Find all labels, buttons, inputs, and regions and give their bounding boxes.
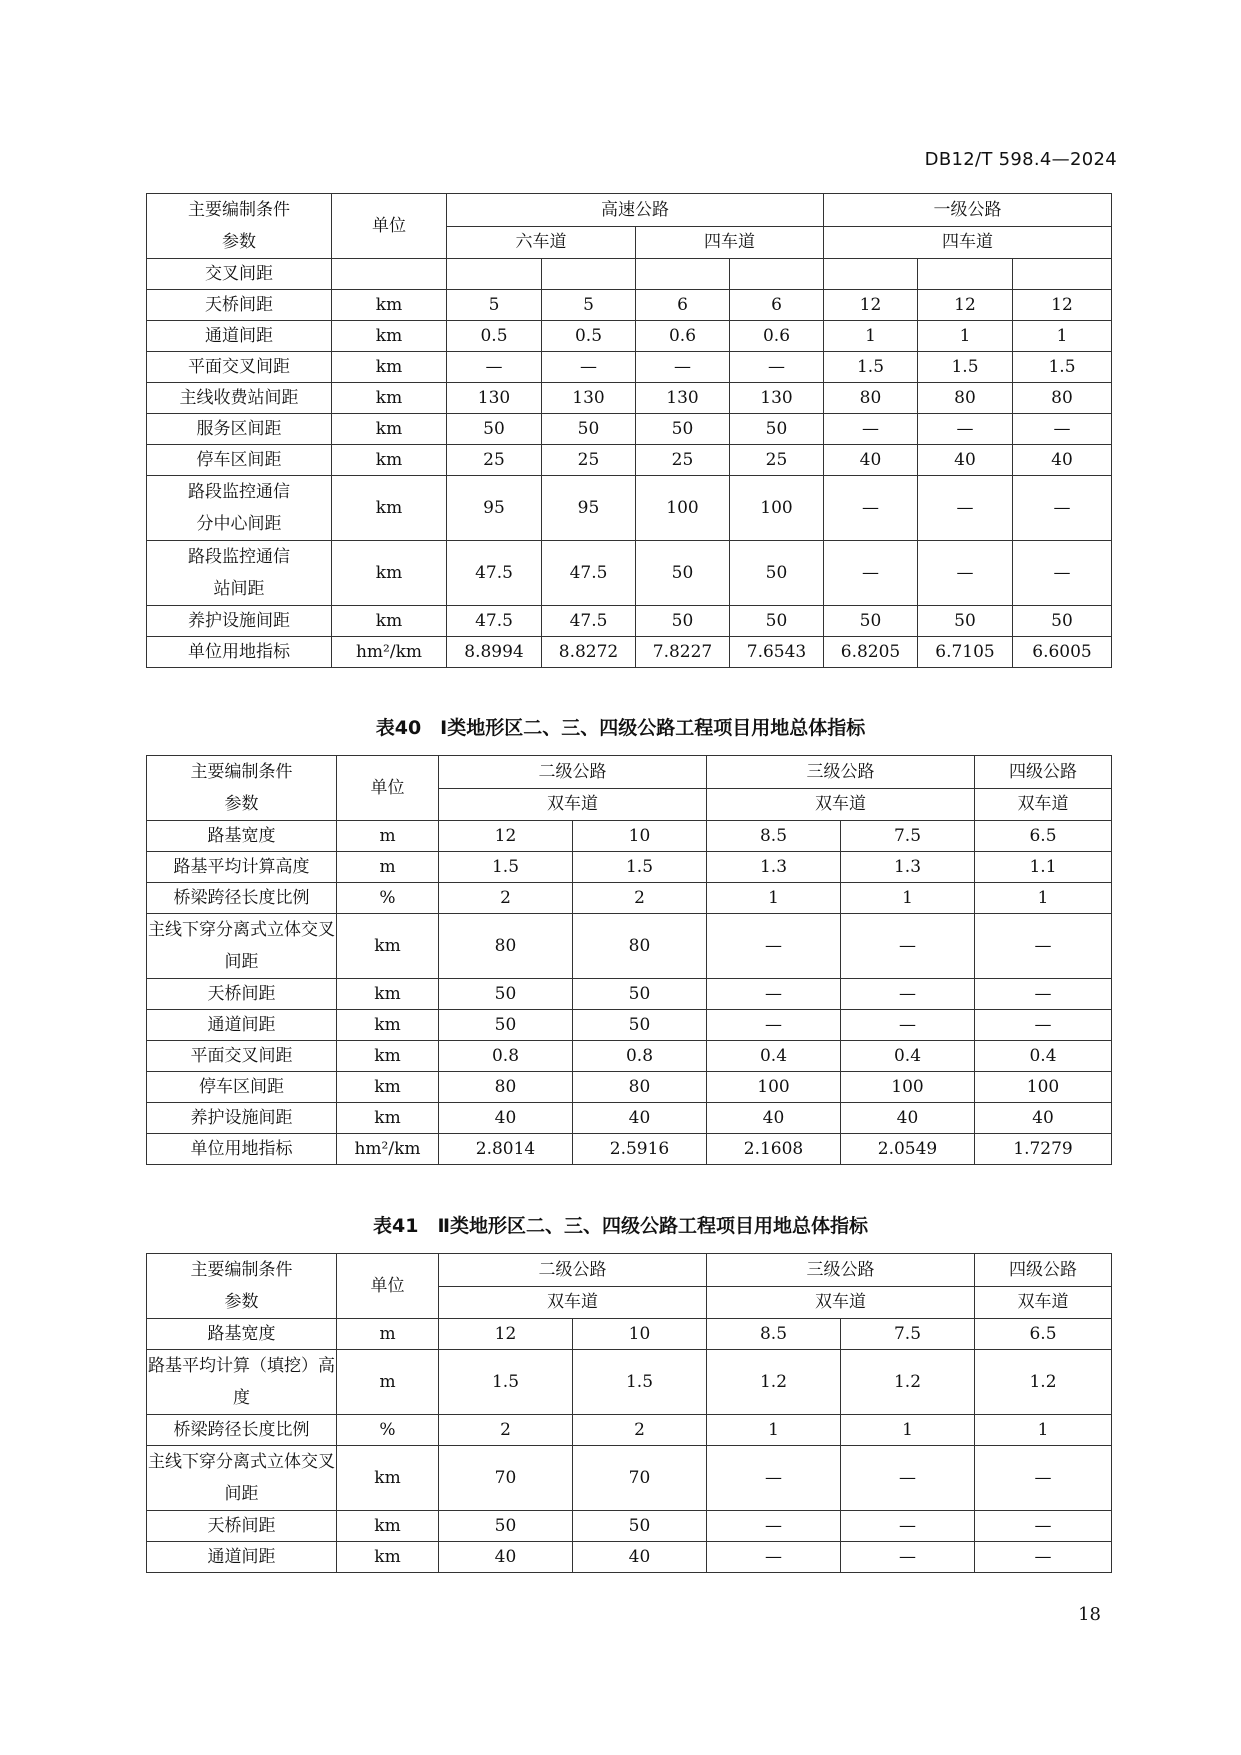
row-value-cell: 1 [975, 1415, 1112, 1446]
row-value-cell: 50 [730, 606, 824, 637]
row-value-cell: — [824, 541, 918, 606]
row-value-cell: 0.4 [975, 1041, 1112, 1072]
row-value-cell: — [824, 414, 918, 445]
row-parameter-name: 天桥间距 [147, 979, 337, 1010]
row-value-cell: 0.5 [447, 321, 542, 352]
row-value-cell: 1.2 [707, 1350, 841, 1415]
row-unit: km [337, 979, 439, 1010]
row-value-cell: 50 [636, 606, 730, 637]
row-value-cell: — [975, 979, 1112, 1010]
row-unit: km [332, 445, 447, 476]
row-value-cell: 1 [1013, 321, 1112, 352]
row-value-cell: 1 [707, 883, 841, 914]
table-row [147, 383, 1112, 414]
header-group-class4: 四级公路 [975, 756, 1112, 789]
table-row [147, 883, 1112, 914]
table-row [147, 852, 1112, 883]
header-sub-two-lane: 双车道 [707, 1286, 975, 1319]
row-value-cell: 50 [573, 1511, 707, 1542]
row-value-cell: — [841, 1542, 975, 1573]
row-value-cell: 7.5 [841, 821, 975, 852]
header-sub-two-lane: 双车道 [975, 1286, 1112, 1319]
row-value-cell: 130 [730, 383, 824, 414]
row-value-cell: — [918, 476, 1013, 541]
row-value-cell: 2 [439, 883, 573, 914]
row-value-cell: — [1013, 414, 1112, 445]
row-value-cell: 130 [447, 383, 542, 414]
row-value-cell: 47.5 [447, 541, 542, 606]
row-value-cell: 6 [730, 290, 824, 321]
row-value-cell: 2.0549 [841, 1134, 975, 1165]
document-code: DB12/T 598.4—2024 [924, 149, 1117, 170]
row-value-cell [1013, 259, 1112, 290]
row-value-cell: 2 [573, 883, 707, 914]
table-row [147, 979, 1112, 1010]
row-value-cell: 95 [447, 476, 542, 541]
row-unit: km [337, 1041, 439, 1072]
row-value-cell: — [975, 914, 1112, 979]
row-value-cell: 6.8205 [824, 637, 918, 668]
header-sub-two-lane: 双车道 [975, 788, 1112, 821]
row-value-cell: — [975, 1446, 1112, 1511]
header-group-class4: 四级公路 [975, 1254, 1112, 1287]
table-row [147, 352, 1112, 383]
table-row [147, 1010, 1112, 1041]
row-value-cell: 40 [975, 1103, 1112, 1134]
row-value-cell: 50 [439, 979, 573, 1010]
row-value-cell: 70 [439, 1446, 573, 1511]
row-unit: % [337, 1415, 439, 1446]
row-value-cell: 80 [1013, 383, 1112, 414]
header-group-class2: 二级公路 [439, 1254, 707, 1287]
row-value-cell: 25 [542, 445, 636, 476]
table-row [147, 606, 1112, 637]
row-value-cell: — [841, 1511, 975, 1542]
row-parameter-name: 主线收费站间距 [147, 383, 332, 414]
row-unit: km [337, 1010, 439, 1041]
row-parameter-name: 平面交叉间距 [147, 352, 332, 383]
row-value-cell: 0.8 [439, 1041, 573, 1072]
row-parameter-name: 路基平均计算（填挖）高度 [147, 1350, 337, 1415]
row-unit: m [337, 852, 439, 883]
header-param-line2: 参数 [224, 1292, 259, 1312]
row-unit: km [337, 1103, 439, 1134]
header-sub-two-lane: 双车道 [707, 788, 975, 821]
row-value-cell: 0.8 [573, 1041, 707, 1072]
row-parameter-name: 路段监控通信分中心间距 [147, 476, 332, 541]
row-value-cell: 100 [636, 476, 730, 541]
row-value-cell: — [841, 1446, 975, 1511]
row-value-cell: 12 [439, 821, 573, 852]
row-value-cell: 8.8272 [542, 637, 636, 668]
table-row [147, 290, 1112, 321]
row-value-cell: 50 [447, 414, 542, 445]
row-value-cell: 6.5 [975, 1319, 1112, 1350]
header-param-line1: 主要编制条件 [188, 200, 290, 220]
row-parameter-name: 养护设施间距 [147, 1103, 337, 1134]
row-parameter-name: 单位用地指标 [147, 1134, 337, 1165]
row-parameter-name: 主线下穿分离式立体交叉间距 [147, 914, 337, 979]
header-param [147, 756, 337, 821]
row-value-cell: — [707, 914, 841, 979]
row-unit: km [332, 383, 447, 414]
row-value-cell: 50 [636, 541, 730, 606]
row-value-cell: 70 [573, 1446, 707, 1511]
row-value-cell [447, 259, 542, 290]
row-unit: km [332, 606, 447, 637]
row-value-cell: 10 [573, 821, 707, 852]
header-sub-two-lane: 双车道 [439, 788, 707, 821]
row-value-cell: 0.6 [636, 321, 730, 352]
row-value-cell: 1.2 [975, 1350, 1112, 1415]
header-group-class2: 二级公路 [439, 756, 707, 789]
row-value-cell: 1 [824, 321, 918, 352]
header-param-line1: 主要编制条件 [190, 1260, 293, 1280]
row-value-cell: 0.6 [730, 321, 824, 352]
row-value-cell: 100 [730, 476, 824, 541]
row-value-cell: 25 [447, 445, 542, 476]
header-unit: 单位 [337, 1254, 439, 1319]
row-value-cell: 0.5 [542, 321, 636, 352]
row-value-cell: — [636, 352, 730, 383]
row-value-cell: — [824, 476, 918, 541]
row-parameter-name: 通道间距 [147, 321, 332, 352]
row-value-cell: 40 [707, 1103, 841, 1134]
row-value-cell: 100 [975, 1072, 1112, 1103]
row-unit: km [332, 414, 447, 445]
row-unit: km [332, 352, 447, 383]
row-unit: km [332, 290, 447, 321]
row-value-cell: — [975, 1010, 1112, 1041]
row-value-cell: — [975, 1511, 1112, 1542]
row-value-cell: 1 [841, 1415, 975, 1446]
table-row [147, 414, 1112, 445]
row-value-cell: 1.5 [573, 852, 707, 883]
row-value-cell: 2 [439, 1415, 573, 1446]
row-value-cell: 130 [542, 383, 636, 414]
table-row [147, 821, 1112, 852]
row-parameter-name: 路基宽度 [147, 1319, 337, 1350]
table-row [147, 1446, 1112, 1511]
table-row [147, 1350, 1112, 1415]
table-row [147, 476, 1112, 541]
table-row [147, 1511, 1112, 1542]
row-parameter-name: 天桥间距 [147, 1511, 337, 1542]
row-value-cell: 6.7105 [918, 637, 1013, 668]
row-value-cell: 1.2 [841, 1350, 975, 1415]
row-parameter-name: 停车区间距 [147, 1072, 337, 1103]
header-group-class3: 三级公路 [707, 756, 975, 789]
header-param-line1: 主要编制条件 [190, 762, 293, 782]
row-parameter-name: 平面交叉间距 [147, 1041, 337, 1072]
row-value-cell: — [918, 541, 1013, 606]
row-unit: hm²/km [332, 637, 447, 668]
row-unit: km [332, 541, 447, 606]
row-value-cell [730, 259, 824, 290]
row-unit: m [337, 821, 439, 852]
row-unit: km [332, 476, 447, 541]
row-value-cell: 12 [439, 1319, 573, 1350]
row-value-cell: 47.5 [447, 606, 542, 637]
row-parameter-name: 天桥间距 [147, 290, 332, 321]
row-value-cell: — [841, 1010, 975, 1041]
row-value-cell: 1.5 [918, 352, 1013, 383]
row-value-cell: 100 [707, 1072, 841, 1103]
row-value-cell: 40 [439, 1103, 573, 1134]
row-value-cell: — [707, 1010, 841, 1041]
row-value-cell: 2 [573, 1415, 707, 1446]
row-value-cell: 50 [439, 1511, 573, 1542]
row-value-cell: 1.5 [439, 852, 573, 883]
row-parameter-name: 路基平均计算高度 [147, 852, 337, 883]
header-sub-two-lane: 双车道 [439, 1286, 707, 1319]
header-sub-four-lane-class1: 四车道 [824, 226, 1112, 259]
row-value-cell: 1.5 [1013, 352, 1112, 383]
row-value-cell: 8.5 [707, 821, 841, 852]
row-value-cell: 2.8014 [439, 1134, 573, 1165]
row-value-cell: 1 [975, 883, 1112, 914]
row-unit: km [337, 1072, 439, 1103]
row-value-cell [542, 259, 636, 290]
row-value-cell: 1 [918, 321, 1013, 352]
row-value-cell: 80 [439, 914, 573, 979]
row-value-cell: 40 [841, 1103, 975, 1134]
row-value-cell: 50 [573, 979, 707, 1010]
row-value-cell: 5 [542, 290, 636, 321]
row-value-cell: 50 [918, 606, 1013, 637]
row-value-cell: 7.6543 [730, 637, 824, 668]
row-value-cell [918, 259, 1013, 290]
row-value-cell: 80 [439, 1072, 573, 1103]
row-value-cell: 1 [841, 883, 975, 914]
table-41-caption: 表41 Ⅱ类地形区二、三、四级公路工程项目用地总体指标 [373, 1215, 868, 1237]
header-unit: 单位 [332, 194, 447, 259]
row-value-cell [636, 259, 730, 290]
row-value-cell: 50 [636, 414, 730, 445]
row-value-cell: 50 [824, 606, 918, 637]
row-value-cell: 12 [918, 290, 1013, 321]
row-value-cell: — [707, 1542, 841, 1573]
row-value-cell: 50 [1013, 606, 1112, 637]
row-value-cell: — [707, 1446, 841, 1511]
row-value-cell: — [707, 1511, 841, 1542]
row-value-cell: 6 [636, 290, 730, 321]
row-value-cell: 7.8227 [636, 637, 730, 668]
row-value-cell: 80 [824, 383, 918, 414]
row-value-cell: 80 [573, 1072, 707, 1103]
row-value-cell: 1.3 [707, 852, 841, 883]
row-value-cell: 50 [439, 1010, 573, 1041]
header-group-class3: 三级公路 [707, 1254, 975, 1287]
row-value-cell: 50 [730, 541, 824, 606]
table-row [147, 541, 1112, 606]
row-value-cell: 95 [542, 476, 636, 541]
table-row [147, 1041, 1112, 1072]
row-parameter-name: 服务区间距 [147, 414, 332, 445]
header-param-line2: 参数 [224, 794, 259, 814]
row-value-cell: — [730, 352, 824, 383]
row-value-cell: 6.5 [975, 821, 1112, 852]
row-value-cell: 8.5 [707, 1319, 841, 1350]
header-sub-six-lane: 六车道 [447, 226, 636, 259]
row-value-cell: 5 [447, 290, 542, 321]
row-value-cell: 80 [573, 914, 707, 979]
row-value-cell: 40 [573, 1542, 707, 1573]
row-value-cell: 0.4 [707, 1041, 841, 1072]
row-parameter-name: 停车区间距 [147, 445, 332, 476]
row-value-cell: 2.5916 [573, 1134, 707, 1165]
row-value-cell: 7.5 [841, 1319, 975, 1350]
table-row [147, 321, 1112, 352]
row-value-cell [824, 259, 918, 290]
table-row [147, 1542, 1112, 1573]
row-value-cell: — [975, 1542, 1112, 1573]
table-41 [146, 1253, 1112, 1573]
table-row [147, 1415, 1112, 1446]
table-row [147, 1134, 1112, 1165]
row-value-cell: 1.3 [841, 852, 975, 883]
table-row [147, 259, 1112, 290]
row-unit: hm²/km [337, 1134, 439, 1165]
row-value-cell: 8.8994 [447, 637, 542, 668]
row-value-cell: 1.5 [573, 1350, 707, 1415]
row-parameter-name: 通道间距 [147, 1010, 337, 1041]
table-row [147, 1319, 1112, 1350]
table-row [147, 445, 1112, 476]
row-value-cell: 2.1608 [707, 1134, 841, 1165]
page-number: 18 [1078, 1604, 1101, 1625]
row-value-cell: — [841, 914, 975, 979]
row-value-cell: 12 [1013, 290, 1112, 321]
header-param [147, 1254, 337, 1319]
header-param [147, 194, 332, 259]
row-value-cell: 1.7279 [975, 1134, 1112, 1165]
header-unit: 单位 [337, 756, 439, 821]
row-value-cell: 50 [542, 414, 636, 445]
table-row [147, 1072, 1112, 1103]
row-parameter-name: 路基宽度 [147, 821, 337, 852]
row-unit: m [337, 1350, 439, 1415]
header-group-class1: 一级公路 [824, 194, 1112, 227]
row-value-cell: 40 [1013, 445, 1112, 476]
row-parameter-name: 桥梁跨径长度比例 [147, 1415, 337, 1446]
row-unit: km [337, 914, 439, 979]
table-expressway-land-index [146, 193, 1112, 668]
row-parameter-name: 路段监控通信站间距 [147, 541, 332, 606]
table-row [147, 1103, 1112, 1134]
row-unit: m [337, 1319, 439, 1350]
row-unit: km [337, 1542, 439, 1573]
row-value-cell: 1.5 [439, 1350, 573, 1415]
row-value-cell: — [542, 352, 636, 383]
table-40 [146, 755, 1112, 1165]
row-value-cell: 50 [730, 414, 824, 445]
row-value-cell: 100 [841, 1072, 975, 1103]
row-parameter-name: 桥梁跨径长度比例 [147, 883, 337, 914]
table-row [147, 637, 1112, 668]
row-unit: km [332, 321, 447, 352]
row-value-cell: 40 [573, 1103, 707, 1134]
row-value-cell: 1 [707, 1415, 841, 1446]
row-unit: km [337, 1511, 439, 1542]
row-value-cell: — [447, 352, 542, 383]
row-parameter-name: 交叉间距 [147, 259, 332, 290]
row-value-cell: 40 [824, 445, 918, 476]
row-value-cell: 10 [573, 1319, 707, 1350]
row-unit: % [337, 883, 439, 914]
row-parameter-name: 养护设施间距 [147, 606, 332, 637]
table-row [147, 914, 1112, 979]
row-value-cell: — [1013, 476, 1112, 541]
row-value-cell: 1.1 [975, 852, 1112, 883]
row-value-cell: 47.5 [542, 541, 636, 606]
row-value-cell: 47.5 [542, 606, 636, 637]
row-value-cell: 130 [636, 383, 730, 414]
row-parameter-name: 单位用地指标 [147, 637, 332, 668]
row-unit: km [337, 1446, 439, 1511]
row-parameter-name: 主线下穿分离式立体交叉间距 [147, 1446, 337, 1511]
row-value-cell: 12 [824, 290, 918, 321]
row-value-cell: — [1013, 541, 1112, 606]
row-unit [332, 259, 447, 290]
header-sub-four-lane: 四车道 [636, 226, 824, 259]
row-value-cell: 6.6005 [1013, 637, 1112, 668]
row-value-cell: — [707, 979, 841, 1010]
row-value-cell: 40 [439, 1542, 573, 1573]
row-value-cell: — [841, 979, 975, 1010]
row-value-cell: 40 [918, 445, 1013, 476]
row-value-cell: 25 [636, 445, 730, 476]
row-value-cell: 25 [730, 445, 824, 476]
row-value-cell: 80 [918, 383, 1013, 414]
row-parameter-name: 通道间距 [147, 1542, 337, 1573]
row-value-cell: 0.4 [841, 1041, 975, 1072]
header-param-line2: 参数 [222, 232, 256, 252]
row-value-cell: — [918, 414, 1013, 445]
row-value-cell: 50 [573, 1010, 707, 1041]
header-group-expressway: 高速公路 [447, 194, 824, 227]
row-value-cell: 1.5 [824, 352, 918, 383]
table-40-caption: 表40 Ⅰ类地形区二、三、四级公路工程项目用地总体指标 [375, 717, 866, 739]
